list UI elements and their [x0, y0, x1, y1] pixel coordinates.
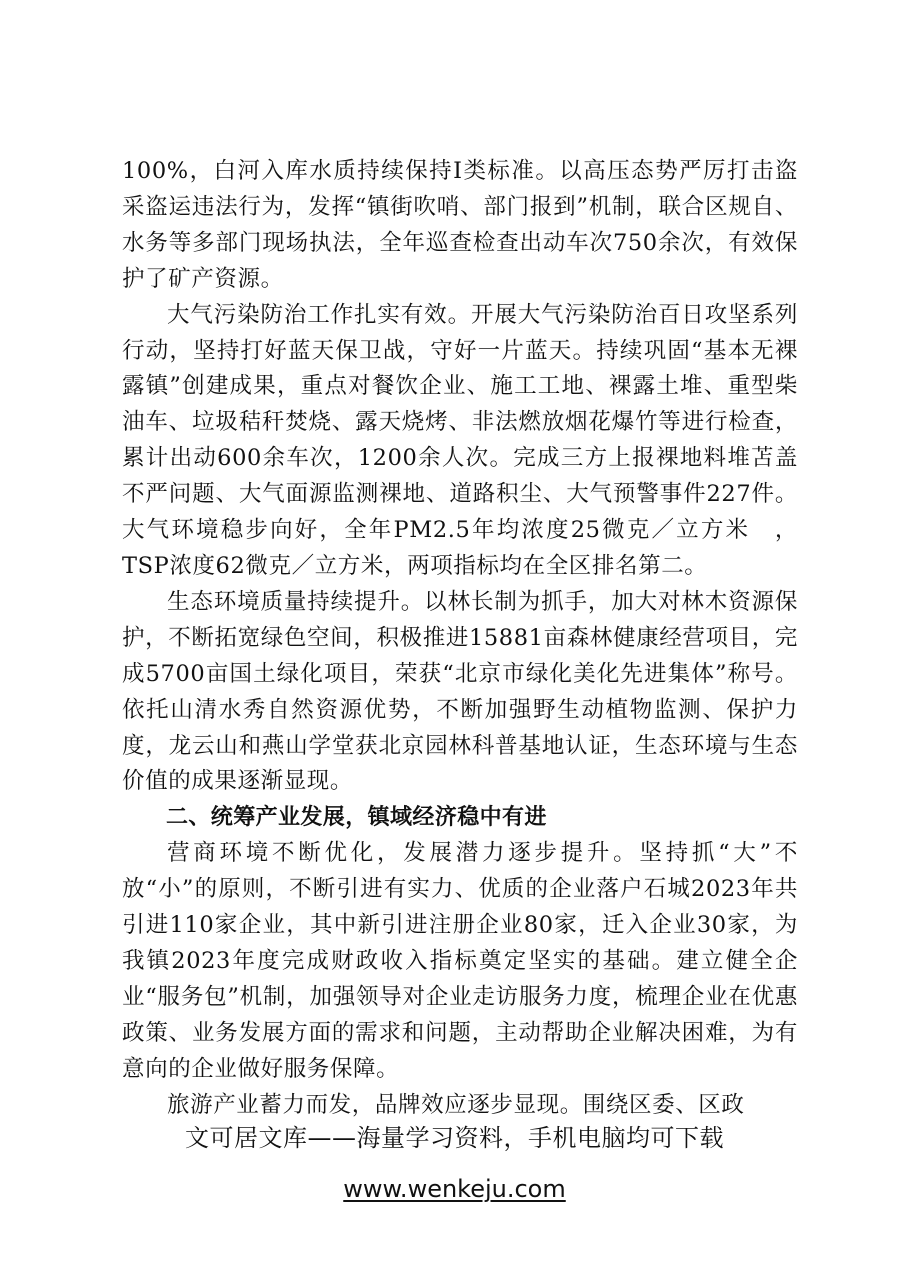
footer-url-container	[0, 1175, 909, 1203]
paragraph-air-pollution: 大气污染防治工作扎实有效。开展大气污染防治百日攻坚系列行动，坚持打好蓝天保卫战，守好一片蓝天。持续巩固“基本无裸露镇”创建成果，重点对餐饮企业、施工工地、裸露土堆、重型柴油车、垃圾秸秆焚烧、露天烧烤、非法燃放烟花爆竹等进行检查，累计出动600余车次，1200余人次。完成三方上报裸地料堆苫盖不严问题、大气面源监测裸地、道路积尘、大气预警事件227件。大气环境稳步向好，全年PM2.5年均浓度25微克／立方米 ，TSP浓度62微克／立方米，两项指标均在全区排名第二。	[122, 301, 798, 579]
paragraph-ecology: 生态环境质量持续提升。以林长制为抓手，加大对林木资源保护，不断拓宽绿色空间，积极推进15881亩森林健康经营项目，完成5700亩国土绿化项目，荣获“北京市绿化美化先进集体”称号。依托山清水秀自然资源优势，不断加强野生动植物监测、保护力度，龙云山和燕山学堂获北京园林科普基地认证，生态环境与生态价值的成果逐渐显现。	[122, 588, 798, 795]
paragraph-water-protection: 100%，白河入库水质持续保持Ⅰ类标准。以高压态势严厉打击盗采盗运违法行为，发挥“镇街吹哨、部门报到”机制，联合区规自、水务等多部门现场执法，全年巡查检查出动车次750余次，有效保护了矿产资源。	[122, 158, 798, 292]
document-body	[122, 154, 798, 1123]
paragraph-business-environment: 营商环境不断优化，发展潜力逐步提升。坚持抓“大”不放“小”的原则，不断引进有实力、优质的企业落户石城2023年共引进110家企业，其中新引进注册企业80家，迁入企业30家，为我镇2023年度完成财政收入指标奠定坚实的基础。建立健全企业“服务包”机制，加强领导对企业走访服务力度，梳理企业在优惠政策、业务发展方面的需求和问题，主动帮助企业解决困难，为有意向的企业做好服务保障。	[122, 840, 798, 1082]
paragraph-tourism: 旅游产业蓄力而发，品牌效应逐步显现。围绕区委、区政	[167, 1091, 745, 1118]
footer-slogan: 文可居文库——海量学习资料，手机电脑均可下载	[185, 1124, 724, 1152]
footer-url-link[interactable]: www.wenkeju.com	[343, 1175, 566, 1203]
section-heading: 二、统筹产业发展，镇域经济稳中有进	[166, 805, 547, 831]
